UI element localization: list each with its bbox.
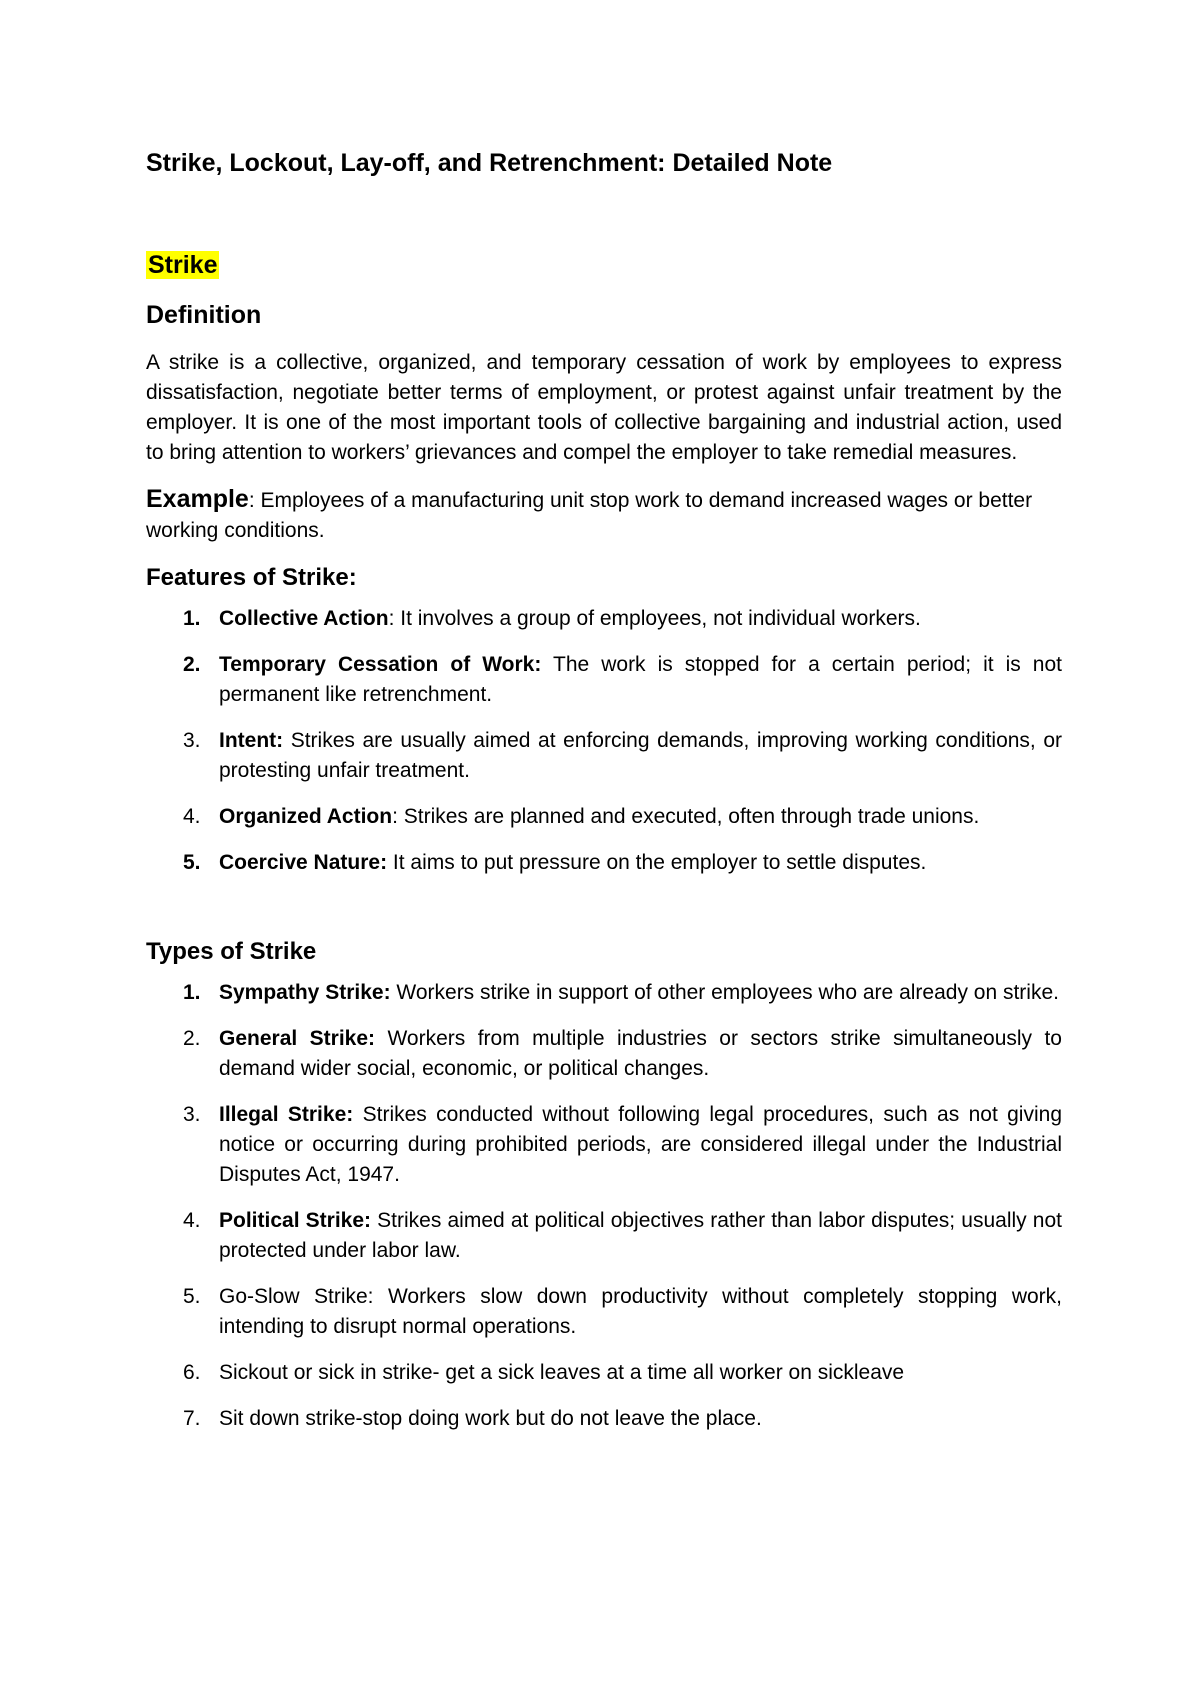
features-list bbox=[146, 604, 1062, 878]
item-number: 7. bbox=[183, 1407, 201, 1430]
definition-heading: Definition bbox=[146, 301, 262, 329]
item-term: General Strike: bbox=[219, 1027, 376, 1050]
item-number: 1. bbox=[183, 981, 201, 1004]
section-title bbox=[146, 248, 1062, 282]
item-term: Temporary Cessation of Work: bbox=[219, 653, 542, 676]
item-text: The work is stopped for a certain period; it is not permanent like retrenchment. bbox=[219, 653, 1062, 706]
list-item bbox=[146, 650, 1062, 710]
item-text: Workers from multiple industries or sectors strike simultaneously to demand wider social, economic, or political changes. bbox=[219, 1027, 1062, 1080]
item-number: 3. bbox=[183, 1103, 201, 1126]
list-item bbox=[146, 1024, 1062, 1084]
list-item bbox=[146, 1358, 1062, 1388]
item-text: Sit down strike-stop doing work but do not leave the place. bbox=[219, 1407, 762, 1430]
features-heading: Features of Strike: bbox=[146, 564, 357, 591]
item-number: 2. bbox=[183, 653, 201, 676]
item-term: Coercive Nature: bbox=[219, 851, 388, 874]
item-term: Illegal Strike: bbox=[219, 1103, 354, 1126]
item-text: : It involves a group of employees, not individual workers. bbox=[388, 607, 921, 630]
example-text: : Employees of a manufacturing unit stop work to demand increased wages or better working conditions. bbox=[146, 489, 1033, 542]
item-text: : Strikes are planned and executed, often through trade unions. bbox=[392, 805, 980, 828]
types-list bbox=[146, 978, 1062, 1434]
item-term: Sympathy Strike: bbox=[219, 981, 391, 1004]
list-item bbox=[146, 802, 1062, 832]
list-item bbox=[146, 604, 1062, 634]
item-text: Go-Slow Strike: Workers slow down productivity without completely stopping work, intending to disrupt normal operations. bbox=[219, 1285, 1062, 1338]
item-text: Strikes are usually aimed at enforcing demands, improving working conditions, or protesting unfair treatment. bbox=[219, 729, 1062, 782]
item-text: Workers strike in support of other employees who are already on strike. bbox=[390, 981, 1059, 1004]
definition-text: A strike is a collective, organized, and temporary cessation of work by employees to express dissatisfaction, negotiate better terms of employment, or protest against unfair treatment by the employer. It is one of the most important tools of collective bargaining and industrial action, used to bring attention to workers’ grievances and compel the employer to take remedial measures. bbox=[146, 351, 1062, 464]
document-title: Strike, Lockout, Lay-off, and Retrenchment: Detailed Note bbox=[146, 149, 833, 177]
list-item bbox=[146, 1100, 1062, 1190]
item-number: 3. bbox=[183, 729, 201, 752]
list-item bbox=[146, 726, 1062, 786]
list-item bbox=[146, 978, 1062, 1008]
item-number: 6. bbox=[183, 1361, 201, 1384]
types-heading: Types of Strike bbox=[146, 938, 317, 965]
item-text: It aims to put pressure on the employer to settle disputes. bbox=[387, 851, 927, 874]
list-item bbox=[146, 1282, 1062, 1342]
item-term: Intent: bbox=[219, 729, 284, 752]
item-number: 4. bbox=[183, 1209, 201, 1232]
item-number: 4. bbox=[183, 805, 201, 828]
item-term: Organized Action bbox=[219, 805, 393, 828]
item-number: 5. bbox=[183, 1285, 201, 1308]
item-number: 2. bbox=[183, 1027, 201, 1050]
section-title-highlight: Strike bbox=[148, 251, 218, 279]
example-paragraph bbox=[146, 484, 1062, 546]
item-term: Collective Action bbox=[219, 607, 389, 630]
item-text: Strikes conducted without following legal procedures, such as not giving notice or occurring during prohibited periods, are considered illegal under the Industrial Disputes Act, 1947. bbox=[219, 1103, 1062, 1186]
item-text: Sickout or sick in strike- get a sick leaves at a time all worker on sickleave bbox=[219, 1361, 905, 1384]
item-number: 5. bbox=[183, 851, 201, 874]
list-item bbox=[146, 848, 1062, 878]
item-term: Political Strike: bbox=[219, 1209, 372, 1232]
example-label: Example bbox=[146, 485, 249, 513]
list-item bbox=[146, 1404, 1062, 1434]
item-number: 1. bbox=[183, 607, 201, 630]
item-text: Strikes aimed at political objectives rather than labor disputes; usually not protected under labor law. bbox=[219, 1209, 1062, 1262]
list-item bbox=[146, 1206, 1062, 1266]
document-body bbox=[146, 146, 1062, 1450]
